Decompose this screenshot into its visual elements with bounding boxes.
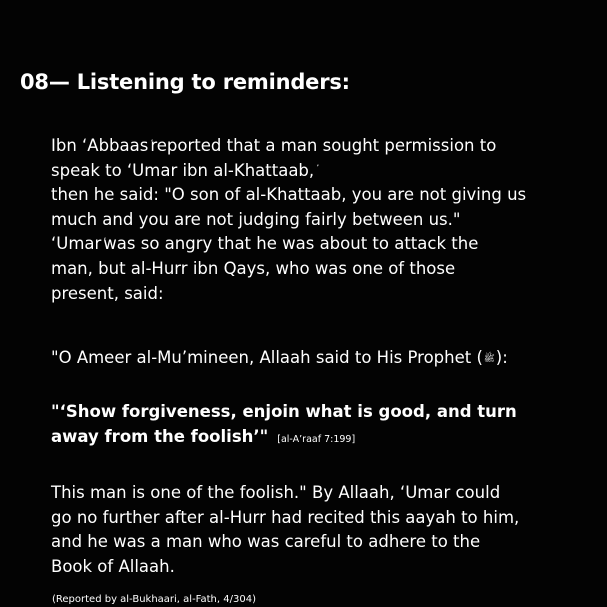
conclusion-paragraph — [51, 481, 596, 579]
conclusion-line: This man is one of the foolish." By Allaah, ‘Umar could — [51, 483, 501, 502]
quote-line: away from the foolish’" [al-A’raaf 7:199] — [51, 426, 356, 446]
speech-line: "O Ameer al-Mu’mineen, Allaah said to His Prophet (ﷺ): — [51, 348, 508, 367]
quote-line: "‘Show forgiveness, enjoin what is good, and turn — [51, 402, 517, 421]
narration-line: present, said: — [51, 283, 164, 303]
verse-reference: [al-A’raaf 7:199] — [277, 433, 356, 445]
source-citation: (Reported by al-Bukhaari, al-Fath, 4/304) — [52, 594, 256, 605]
narration-line: man, but al-Hurr ibn Qays, who was one of those — [51, 258, 456, 278]
section-title: 08— Listening to reminders: — [20, 70, 350, 94]
salawat-glyph: ﷺ — [483, 353, 495, 364]
narration-line: then he said: "O son of al-Khattaab, you are not giving us — [51, 185, 527, 205]
conclusion-line: Book of Allaah. — [51, 556, 175, 576]
conclusion-line: go no further after al-Hurr had recited this aayah to him, — [51, 507, 520, 527]
narration-paragraph — [51, 134, 596, 306]
speech-paragraph — [51, 346, 596, 371]
narration-line: ‘Umar was so angry that he was about to attack the — [51, 234, 479, 254]
narration-line: speak to ‘Umar ibn al-Khattaab, — [51, 160, 315, 180]
quran-quote — [51, 400, 596, 452]
narration-line: much and you are not judging fairly between us." — [51, 209, 461, 229]
conclusion-line: and he was a man who was careful to adhere to the — [51, 532, 481, 552]
narration-line: Ibn ‘Abbaas reported that a man sought permission to — [51, 136, 497, 155]
